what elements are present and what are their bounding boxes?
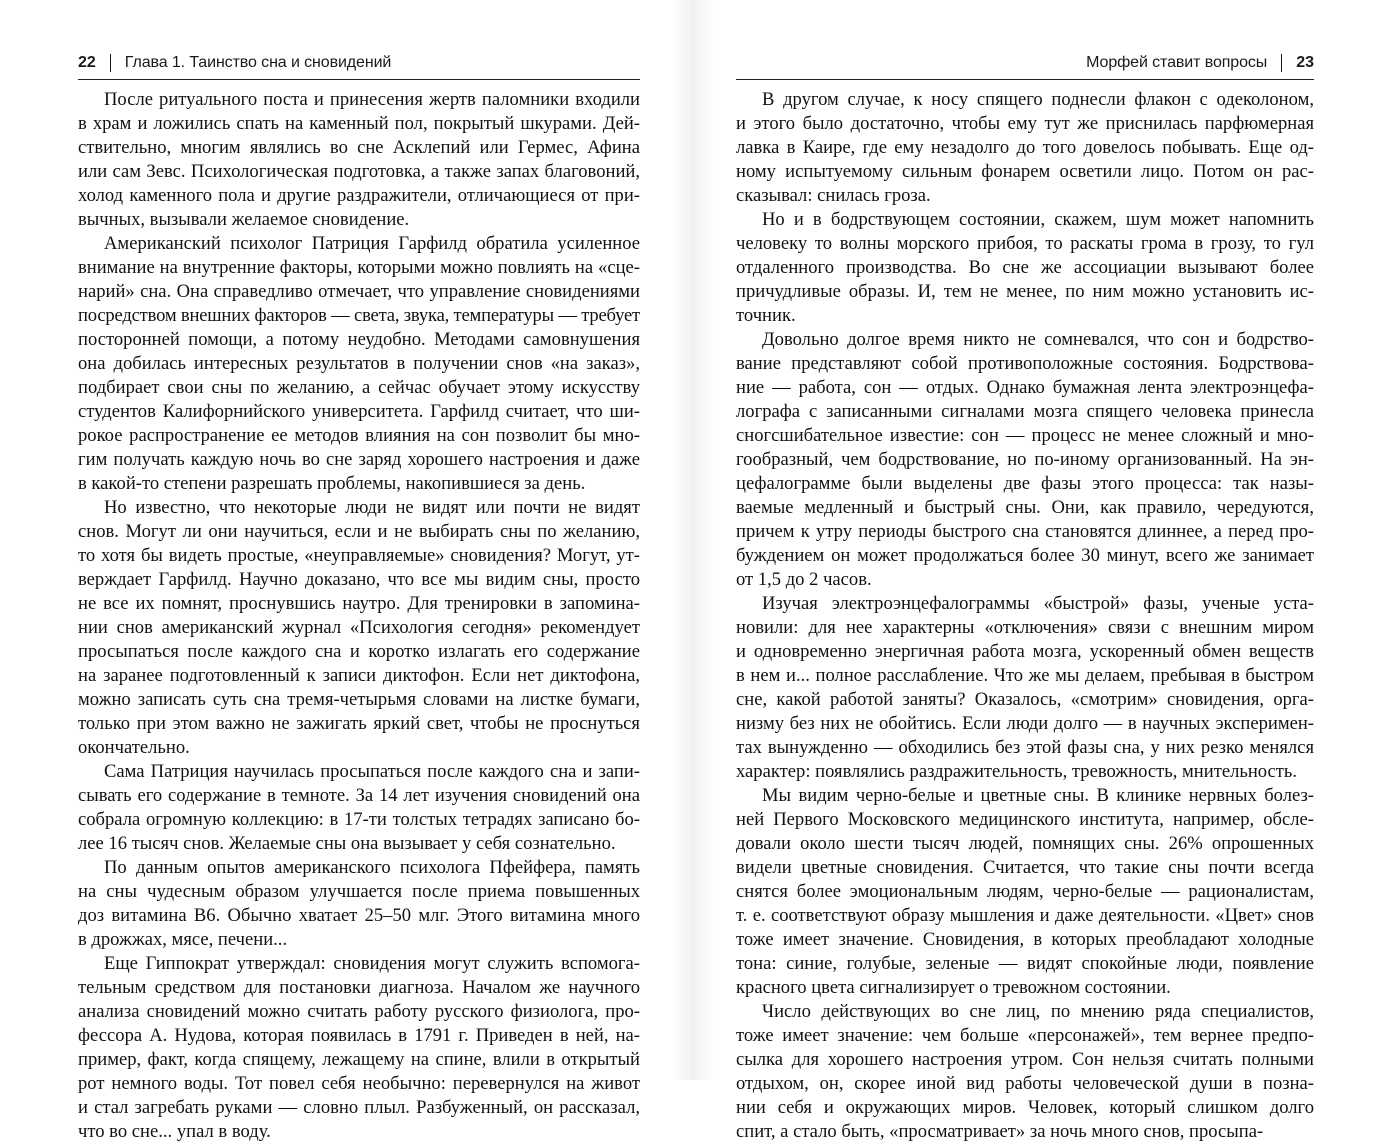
text-line: ней Первого Московского медицинского института, например, обсле- bbox=[736, 809, 1314, 830]
left-running-header bbox=[78, 52, 640, 74]
text-line: или сам Зевс. Психологическая подготовка, а также запах благовоний, bbox=[78, 161, 640, 182]
text-line: тах вынужденно — обходились без этой фазы сна, у них резко менялся bbox=[736, 737, 1314, 758]
text-line: подбирает свои сны по желанию, а сейчас обучает этому искусству bbox=[78, 377, 640, 398]
text-line: человеку то волны морского прибоя, то раскаты грома в грозу, то гул bbox=[736, 233, 1314, 254]
text-line: Еще Гиппократ утверждал: сновидения могут служить вспомога- bbox=[104, 953, 640, 974]
text-line: в какой-то степени разрешать проблемы, накопившиеся за день. bbox=[78, 473, 586, 494]
text-line: низму без них не обойтись. Если люди долго — в научных эксперимен- bbox=[736, 713, 1314, 734]
text-line: Но известно, что некоторые люди не видят или почти не видят bbox=[104, 497, 640, 518]
text-line: Довольно долгое время никто не сомневался, что сон и бодрство- bbox=[762, 329, 1314, 350]
text-line: гим получать каждую ночь во сне заряд хорошего настроения и даже bbox=[78, 449, 640, 470]
chapter-title: Глава 1. Таинство сна и сновидений bbox=[124, 54, 392, 71]
text-line: на заранее подготовленный к записи диктофон. Если нет диктофона, bbox=[78, 665, 640, 686]
text-line: в дрожжах, мясе, печени... bbox=[78, 929, 288, 950]
text-line: сывать его содержание в темноте. За 14 лет изучения сновидений она bbox=[78, 785, 640, 806]
text-line: на сны чудесным образом улучшается после приема повышенных bbox=[78, 881, 640, 902]
header-rule bbox=[78, 79, 640, 80]
text-line: отдыхом, он, скорее иной вид работы человеческой души в позна- bbox=[736, 1073, 1314, 1094]
text-line: рокое распространение ее методов влияния на сон позволит бы мно- bbox=[78, 425, 640, 446]
text-line: снятся более эмоциональным людям, черно-белые — рационалистам, bbox=[736, 881, 1314, 902]
left-page bbox=[0, 0, 690, 1142]
text-line: сногсшибательное известие: сон — процесс не менее сложный и мно- bbox=[736, 425, 1314, 446]
text-line: В другом случае, к носу спящего поднесли флакон с одеколоном, bbox=[762, 89, 1314, 110]
text-line: ному испытуемому сильным фонарем осветили лицо. Потом он рас- bbox=[736, 161, 1314, 182]
text-line: Изучая электроэнцефалограммы «быстрой» фазы, ученые уста- bbox=[762, 593, 1314, 614]
text-line: тоже имеет значение: чем больше «персонажей», тем вернее предпо- bbox=[736, 1025, 1314, 1046]
text-line: и одновременно энергичная работа мозга, ускоренный обмен веществ bbox=[736, 641, 1314, 662]
text-line: доз витамина В6. Обычно хватает 25–50 млг. Этого витамина много bbox=[78, 905, 640, 926]
text-line: в храм и ложились спать на каменный пол, покрытый шкурами. Дей- bbox=[78, 113, 640, 134]
text-line: от 1,5 до 2 часов. bbox=[736, 569, 872, 590]
text-line: лее 16 тысяч снов. Желаемые сны она вызывает у себя сознательно. bbox=[78, 833, 616, 854]
text-line: лографа с записанными сигналами мозга спящего человека принесла bbox=[736, 401, 1314, 422]
text-line: новили: для нее характерны «отключения» связи с внешним миром bbox=[736, 617, 1314, 638]
text-line: сне, какой работой заняты? Оказалось, «смотрим» сновидения, орга- bbox=[736, 689, 1314, 710]
text-line: причудливые образы. И, тем не менее, по ним можно установить ис- bbox=[736, 281, 1314, 302]
text-line: тоже имеет значение. Сновидения, в которых преобладают холодные bbox=[736, 929, 1314, 950]
text-line: нии снов американский журнал «Психология сегодня» рекомендует bbox=[78, 617, 640, 638]
text-line: собрала огромную коллекцию: в 17-ти толстых тетрадях записано бо- bbox=[78, 809, 640, 830]
left-body-text bbox=[78, 88, 640, 1144]
text-line: т. е. соответствуют образу мышления и даже деятельности. «Цвет» снов bbox=[736, 905, 1314, 926]
text-line: цефалограмме были выделены две фазы этого процесса: так назы- bbox=[736, 473, 1314, 494]
text-line: можно записать суть сна тремя-четырьмя словами на листке бумаги, bbox=[78, 689, 640, 710]
text-line: вычных, вызывали желаемое сновидение. bbox=[78, 209, 410, 230]
text-line: снов. Могут ли они научиться, если и не выбирать сны по желанию, bbox=[78, 521, 640, 542]
text-line: холод каменного пола и другие раздражители, отличающиеся от при- bbox=[78, 185, 640, 206]
text-line: ваемые медленный и быстрый сны. Они, как правило, чередуются, bbox=[736, 497, 1314, 518]
text-line: не все их помнят, проснувшись наутро. Для тренировки в запомина- bbox=[78, 593, 640, 614]
header-separator bbox=[1281, 54, 1282, 72]
text-line: она добилась интересных результатов в получении снов «на заказ», bbox=[78, 353, 640, 374]
left-page-number: 22 bbox=[78, 54, 96, 71]
text-line: просыпаться после каждого сна и коротко излагать его содержание bbox=[78, 641, 640, 662]
text-line: Сама Патриция научилась просыпаться после каждого сна и запи- bbox=[104, 761, 640, 782]
text-line: то хотя бы видеть простые, «неуправляемые» сновидения? Могут, ут- bbox=[78, 545, 640, 566]
section-title: Морфей ставит вопросы bbox=[1086, 54, 1268, 71]
text-line: тона: синие, голубые, зеленые — видят спокойные люди, появление bbox=[736, 953, 1314, 974]
header-rule bbox=[736, 79, 1314, 80]
text-line: По данным опытов американского психолога Пфейфера, память bbox=[104, 857, 640, 878]
text-line: После ритуального поста и принесения жертв паломники входили bbox=[104, 89, 640, 110]
text-line: только при этом важно не зажигать яркий свет, чтобы не проснуться bbox=[78, 713, 640, 734]
text-line: ние — работа, сон — отдых. Однако бумажная лента электроэнцефа- bbox=[736, 377, 1314, 398]
text-line: гообразный, чем бодрствование, но по-иному организованный. На эн- bbox=[736, 449, 1314, 470]
text-line: красного цвета сигнализирует о тревожном состоянии. bbox=[736, 977, 1171, 998]
right-body-text bbox=[736, 88, 1314, 1144]
text-line: и этого было достаточно, чтобы ему тут же приснилась парфюмерная bbox=[736, 113, 1314, 134]
right-page-number: 23 bbox=[1296, 54, 1314, 71]
text-line: сказывал: снилась гроза. bbox=[736, 185, 931, 206]
text-line: рот немного воды. Тот повел себя необычно: перевернулся на живот bbox=[78, 1073, 640, 1094]
right-page bbox=[690, 0, 1391, 1142]
text-line: Американский психолог Патриция Гарфилд обратила усиленное bbox=[104, 233, 640, 254]
text-line: довали около шести тысяч людей, помнящих сны. 26% опрошенных bbox=[736, 833, 1314, 854]
text-line: пример, факт, когда спящему, лежащему на спине, влили в открытый bbox=[78, 1049, 640, 1070]
text-line: и стал загребать руками — словно плыл. Разбуженный, он рассказал, bbox=[78, 1097, 640, 1118]
text-line: причем к утру периоды быстрого сна становятся длиннее, а перед про- bbox=[736, 521, 1314, 542]
text-line: анализа сновидений можно считать работу русского физиолога, про- bbox=[78, 1001, 640, 1022]
text-line: вание представляют собой противоположные состояния. Бодрствова- bbox=[736, 353, 1314, 374]
text-line: фессора А. Нудова, которая появилась в 1791 г. Приведен в ней, на- bbox=[78, 1025, 640, 1046]
text-line: отдаленного производства. Во сне же ассоциации вызывают более bbox=[736, 257, 1314, 278]
text-line: в нем и... полное расслабление. Что же мы делаем, пребывая в быстром bbox=[736, 665, 1314, 686]
text-line: внимание на внутренние факторы, которыми можно повлиять на «сце- bbox=[78, 257, 640, 278]
text-line: Мы видим черно-белые и цветные сны. В клинике нервных болез- bbox=[762, 785, 1314, 806]
text-line: видели цветные сновидения. Считается, что такие сны почти всегда bbox=[736, 857, 1314, 878]
text-line: буждением он может продолжаться более 30 минут, всего же занимает bbox=[736, 545, 1314, 566]
text-line: посредством внешних факторов — света, звука, температуры — требует bbox=[78, 305, 640, 326]
text-line: сылка для хорошего настроения утром. Сон нельзя считать полными bbox=[736, 1049, 1314, 1070]
text-line: нарий» сна. Она справедливо отмечает, что управление сновидениями bbox=[78, 281, 640, 302]
text-line: характер: появлялись раздражительность, тревожность, мнительность. bbox=[736, 761, 1298, 782]
text-line: Число действующих во сне лиц, по мнению ряда специалистов, bbox=[762, 1001, 1314, 1022]
text-line: нии себя и окружающих миров. Человек, который слишком долго bbox=[736, 1097, 1314, 1118]
text-line: студентов Калифорнийского университета. Гарфилд считает, что ши- bbox=[78, 401, 640, 422]
text-line: что во сне... упал в воду. bbox=[78, 1121, 271, 1142]
text-line: лавка в Каире, где ему незадолго до того довелось побывать. Еще од- bbox=[736, 137, 1314, 158]
text-line: окончательно. bbox=[78, 737, 190, 758]
text-line: Но и в бодрствующем состоянии, скажем, шум может напомнить bbox=[762, 209, 1314, 230]
text-line: точник. bbox=[736, 305, 796, 326]
right-running-header bbox=[736, 52, 1314, 74]
text-line: тельным средством для постановки диагноза. Началом же научного bbox=[78, 977, 640, 998]
text-line: спит, а стало быть, «просматривает» за ночь много снов, просыпа- bbox=[736, 1121, 1264, 1142]
header-separator bbox=[110, 54, 111, 72]
text-line: ствительно, многим являлись во сне Асклепий или Гермес, Афина bbox=[78, 137, 640, 158]
text-line: верждает Гарфилд. Научно доказано, что все мы видим сны, просто bbox=[78, 569, 640, 590]
text-line: посторонней помощи, а потому неудобно. Методами самовнушения bbox=[78, 329, 640, 350]
